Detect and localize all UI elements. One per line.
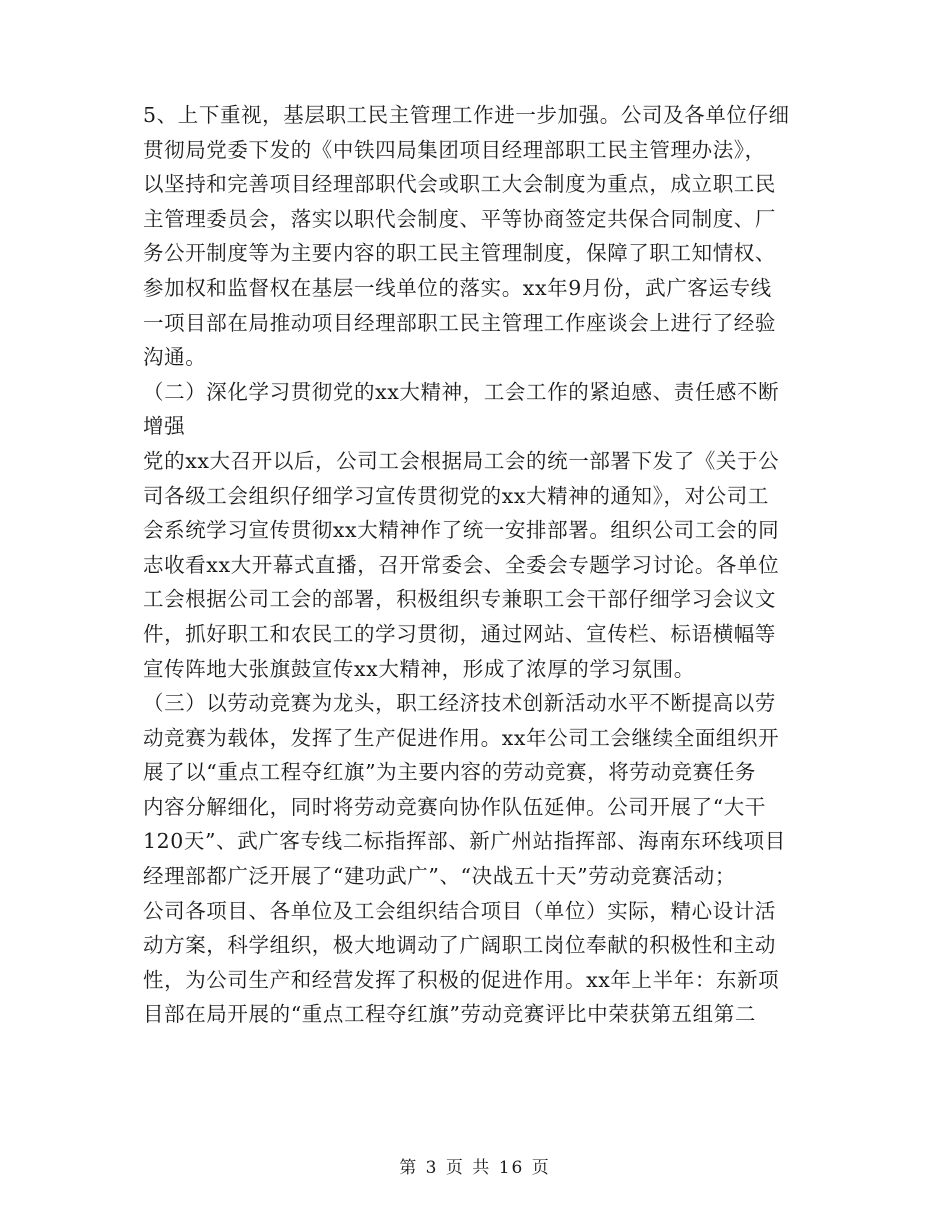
text-line: 贯彻局党委下发的《中铁四局集团项目经理部职工民主管理办法》， (143, 137, 766, 162)
text-line: 司各级工会组织仔细学习宣传贯彻党的xx大精神的通知》，对公司工 (143, 483, 769, 508)
text-line: 沟通。 (143, 345, 207, 370)
text-line: 以坚持和完善项目经理部职代会或职工大会制度为重点，成立职工民 (143, 172, 776, 197)
text-line: 务公开制度等为主要内容的职工民主管理制度，保障了职工知情权、 (143, 241, 776, 266)
text-line: 志收看xx大开幕式直播，召开常委会、全委会专题学习讨论。各单位 (143, 552, 780, 577)
text-line: 会系统学习宣传贯彻xx大精神作了统一安排部署。组织公司工会的同 (143, 518, 780, 543)
text-line: 目部在局开展的“重点工程夺红旗”劳动竞赛评比中荣获第五组第二 (143, 1002, 756, 1027)
text-line: 工会根据公司工会的部署，积极组织专兼职工会干部仔细学习会议文 (143, 587, 776, 612)
text-line: 动方案，科学组织，极大地调动了广阔职工岗位奉献的积极性和主动 (143, 933, 776, 958)
section-heading-line: （三）以劳动竞赛为龙头，职工经济技术创新活动水平不断提高以劳 (143, 691, 776, 716)
text-line: 主管理委员会，落实以职代会制度、平等协商签定共保合同制度、厂 (143, 206, 776, 231)
text-line: 件，抓好职工和农民工的学习贯彻，通过网站、宣传栏、标语横幅等 (143, 621, 776, 646)
section-heading-line: （二）深化学习贯彻党的xx大精神，工会工作的紧迫感、责任感不断 (143, 379, 780, 404)
text-line: 一项目部在局推动项目经理部职工民主管理工作座谈会上进行了经验 (143, 310, 776, 335)
text-line: 党的xx大召开以后，公司工会根据局工会的统一部署下发了《关于公 (143, 448, 780, 473)
text-line: 性，为公司生产和经营发挥了积极的促进作用。xx年上半年：东新项 (143, 967, 780, 992)
text-line: 经理部都广泛开展了“建功武广”、“决战五十天”劳动竞赛活动； (143, 864, 736, 889)
text-line: 宣传阵地大张旗鼓宣传xx大精神，形成了浓厚的学习氛围。 (143, 656, 695, 681)
text-line: 公司各项目、各单位及工会组织结合项目（单位）实际，精心设计活 (143, 898, 776, 923)
document-body (143, 98, 803, 1032)
section-heading-line: 增强 (143, 414, 186, 439)
text-line: 展了以“重点工程夺红旗”为主要内容的劳动竞赛，将劳动竞赛任务 (143, 760, 756, 785)
text-line: 动竞赛为载体，发挥了生产促进作用。xx年公司工会继续全面组织开 (143, 725, 780, 750)
text-line: 内容分解细化，同时将劳动竞赛向协作队伍延伸。公司开展了“大干 (143, 794, 766, 819)
text-line: 5、上下重视，基层职工民主管理工作进一步加强。公司及各单位仔细 (143, 103, 790, 127)
text-line: 参加权和监督权在基层一线单位的落实。xx年9月份，武广客运专线 (143, 275, 772, 300)
text-line: 120天”、武广客专线二标指挥部、新广州站指挥部、海南东环线项目 (143, 829, 786, 854)
page-number-footer: 第 3 页 共 16 页 (399, 1158, 551, 1178)
